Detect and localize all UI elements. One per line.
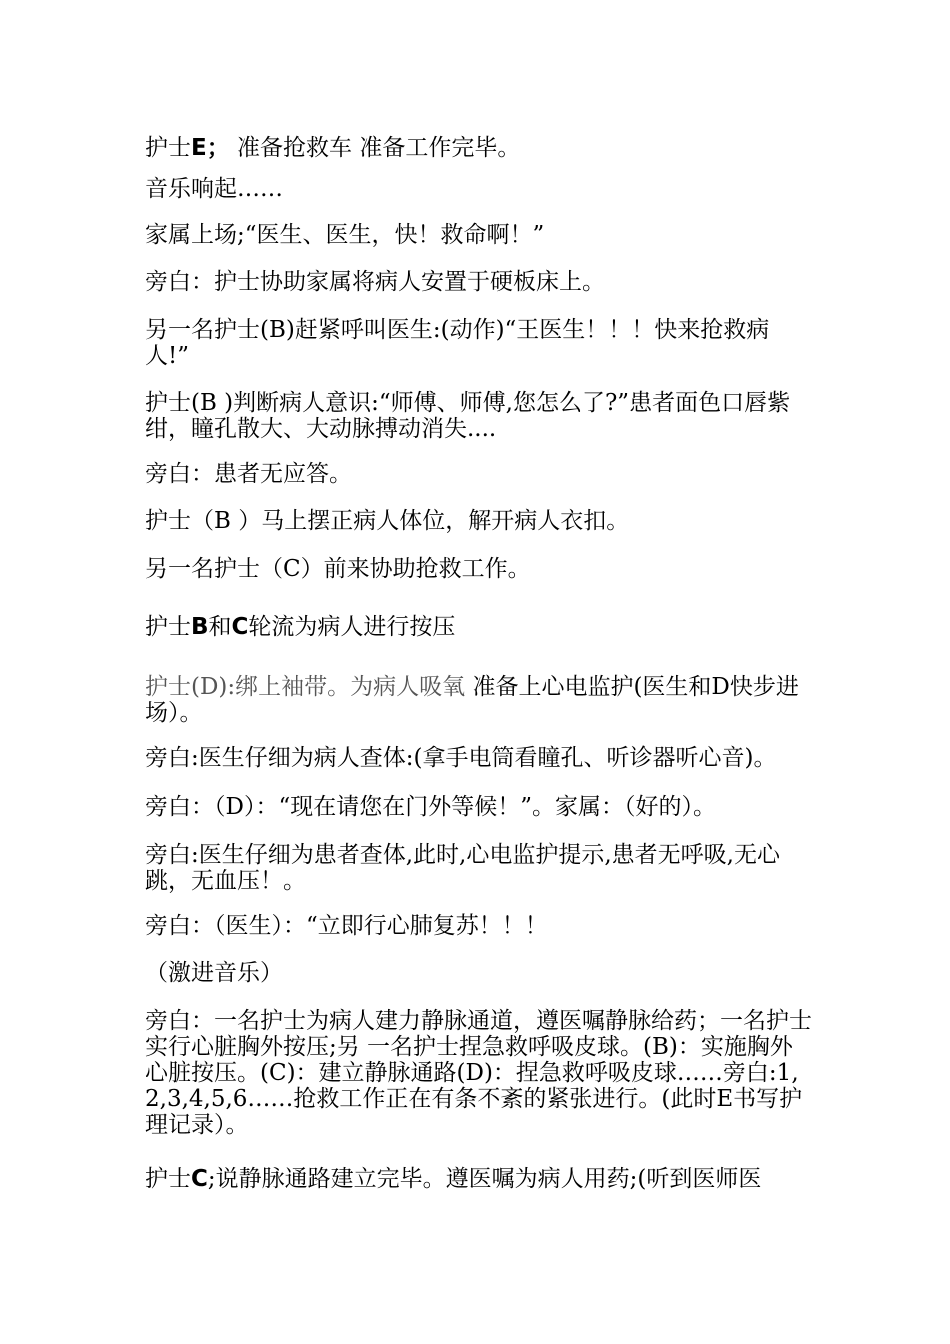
- paragraph-narration-bed: 旁白：护士协助家属将病人安置于硬板床上。: [145, 269, 605, 295]
- paragraph-nurse-e-ready: [145, 135, 813, 161]
- paragraph-music: 音乐响起……: [145, 176, 283, 202]
- text-segment: 护士: [145, 1166, 191, 1192]
- text-segment-bold: E；: [191, 135, 230, 161]
- paragraph-no-response: 旁白：患者无应答。: [145, 461, 352, 487]
- paragraph-position: 护士（B ）马上摆正病人体位，解开病人衣扣。: [145, 508, 630, 534]
- paragraph-doctor-exam: 旁白:医生仔细为病人查体:(拿手电筒看瞳孔、听诊器听心音)。: [145, 745, 777, 771]
- text-segment-bold: C: [191, 1166, 208, 1192]
- paragraph-wait-outside: 旁白：（D）：“现在请您在门外等候！”。家属：（好的）。: [145, 794, 716, 820]
- paragraph-compressions: [145, 614, 813, 640]
- paragraph-nurse-b-assess: 护士(B )判断病人意识:“师傅、师傅,您怎么了?”患者面色口唇紫绀，瞳孔散大、大动脉搏动消失....: [145, 390, 791, 442]
- text-segment: 护士: [145, 135, 191, 161]
- text-segment-bold: C: [231, 614, 249, 640]
- paragraph-no-vitals: 旁白:医生仔细为患者查体,此时,心电监护提示,患者无呼吸,无心跳，无血压！。: [145, 842, 780, 894]
- text-segment: 护士: [145, 614, 191, 640]
- text-segment: 准备上心电监护(医生和D快步进场）。: [145, 674, 799, 726]
- paragraph-family-enter: 家属上场;“医生、医生，快！救命啊！”: [145, 222, 545, 248]
- text-segment-gray: 护士(D):绑上袖带。为病人吸氧: [145, 674, 466, 700]
- text-segment: ;说静脉通路建立完毕。遵医嘱为病人用药;(听到医师医: [207, 1166, 762, 1192]
- paragraph-nurse-d-monitor: [145, 674, 813, 726]
- paragraph-music-intense: （激进音乐）: [145, 960, 283, 986]
- text-segment: 准备抢救车 准备工作完毕。: [229, 135, 521, 161]
- paragraph-nurse-c-iv: [145, 1166, 813, 1192]
- paragraph-nurse-c-assist: 另一名护士（C）前来协助抢救工作。: [145, 556, 531, 582]
- paragraph-nurse-b-call: 另一名护士(B)赶紧呼叫医生:(动作)“王医生！！！快来抢救病人!”: [145, 317, 770, 369]
- text-segment: 和: [208, 614, 232, 640]
- paragraph-cpr-order: 旁白：（医生）：“立即行心肺复苏！！！: [145, 913, 548, 939]
- text-segment: 轮流为病人进行按压: [248, 614, 456, 640]
- paragraph-rescue-process: 旁白：一名护士为病人建力静脉通道，遵医嘱静脉给药；一名护士实行心脏胸外按压;另 一名护士捏急救呼吸皮球。(B)：实施胸外心脏按压。(C)：建立静脉通路(D)：捏急救呼吸皮球……旁白:1,2,3,4,5,6……抢救工作正在有条不紊的紧张进行。(此时E书写护理记录）。: [145, 1008, 812, 1138]
- text-segment-bold: B: [191, 614, 209, 640]
